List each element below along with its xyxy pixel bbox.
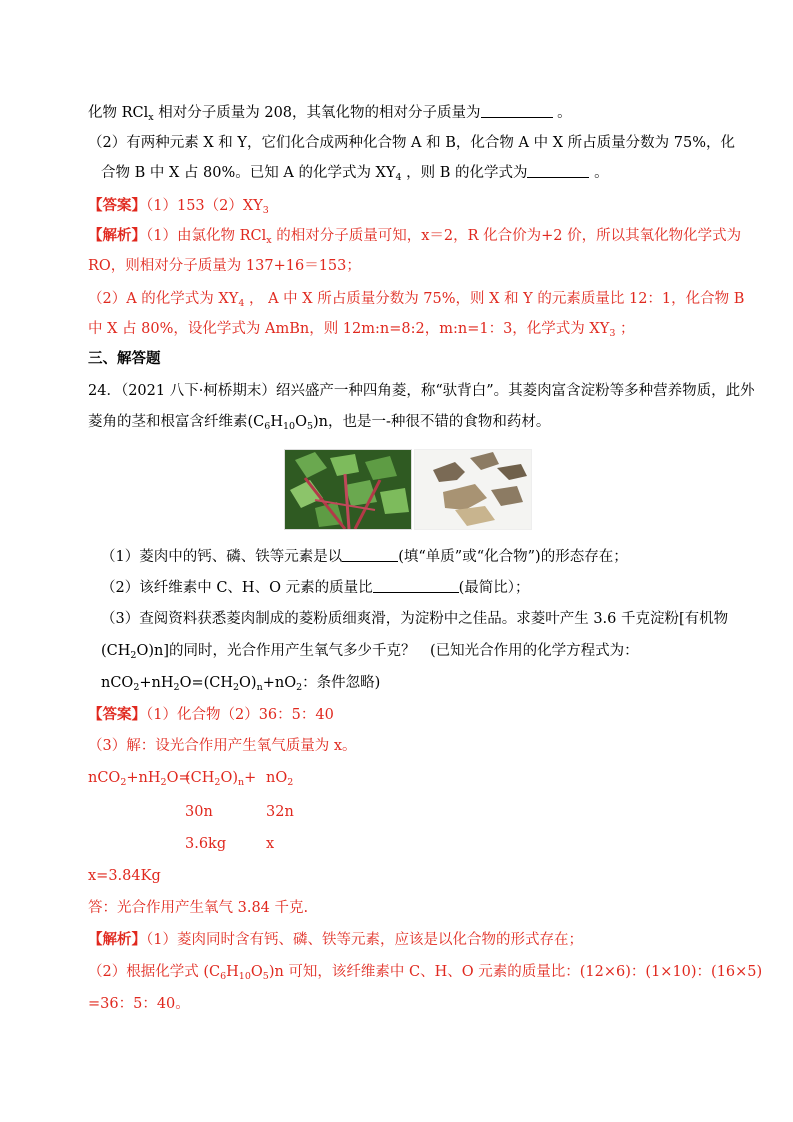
- q23-line1: 化物 RCl$_x$ 相对分子质量为 208，其氧化物的相对分子质量为 。: [88, 105, 572, 123]
- q24-analysis-line1: 【解析】（1）菱肉同时含有钙、磷、铁等元素，应该是以化合物的形式存在；: [88, 931, 583, 948]
- q23-analysis-line1: 【解析】（1）由氯化物 RCl$_x$ 的相对分子质量可知，x＝2，R 化合价为+2 价，所以其氧化物化学式为: [88, 227, 742, 246]
- answer-blank[interactable]: [527, 163, 589, 178]
- water-caltrop-plant-photo: [284, 449, 412, 530]
- water-caltrop-fruit-photo: [414, 449, 532, 530]
- result-line: x=3.84Kg: [88, 868, 161, 884]
- molar-mass-oxygen: 32n: [266, 804, 294, 820]
- q24-analysis-line2: （2）根据化学式 $(C_6H_{10}O_5)n$ 可知，该纤维素中 C、H、O 元素的质量比：(12×6)：(1×10)：(16×5): [88, 964, 763, 982]
- q23-part2-line1: （2）有两种元素 X 和 Y，它们化合成两种化合物 A 和 B，化合物 A 中 X 所占质量分数为 75%，化: [88, 135, 735, 151]
- q23-part2-line2: 合物 B 中 X 占 80%。已知 A 的化学式为 $XY_4$ ，则 B 的化学式为 。: [101, 165, 609, 183]
- q24-answer: 【答案】（1）化合物（2）36：5：40: [88, 706, 334, 723]
- q23-answer: 【答案】$(1)153(2)XY_3$: [88, 197, 269, 216]
- q24-sub3-line3: $nCO_2+nH_2O=(CH_2O)_n+nO_2$：条件忽略): [101, 675, 381, 693]
- q23-analysis-line4: 中 X 占 80%，设化学式为 AmBn，则 12m:n=8:2，m:n=1：3，化学式为 $XY_3$ ；: [88, 321, 635, 339]
- q24-line2: 菱角的茎和根富含纤维素$(C_6H_{10}O_5)n$，也是一-种很不错的食物和药材。: [88, 414, 551, 432]
- q24-sub3-line1: （3）查阅资料获悉菱肉制成的菱粉质细爽滑，为淀粉中之佳品。求菱叶产生 3.6 千克淀粉[有机物: [101, 611, 729, 627]
- value-oxygen: x: [266, 836, 275, 852]
- section-title: 三、解答题: [88, 350, 161, 367]
- equation-left: $nCO_2+nH_2O=$: [88, 770, 191, 788]
- equation-starch: $(CH_2O)_n+$: [185, 770, 257, 788]
- answer-blank[interactable]: [342, 547, 398, 562]
- equation-oxygen: $nO_2$: [266, 770, 294, 788]
- q24-sub1: （1）菱肉中的钙、磷、铁等元素是以 (填“单质”或“化合物”)的形态存在；: [101, 549, 628, 565]
- value-starch: 3.6kg: [185, 836, 227, 852]
- final-answer: 答：光合作用产生氧气 3.84 千克.: [88, 900, 309, 916]
- q24-line1: 24．（2021 八下·柯桥期末）绍兴盛产一种四角菱，称“驮背白”。其菱肉富含淀粉等多种营养物质，此外: [88, 383, 755, 399]
- answer-blank[interactable]: [373, 578, 459, 593]
- answer-blank[interactable]: [481, 103, 553, 118]
- q23-analysis-line3: （2）A 的化学式为 $XY_4$ ， A 中 X 所占质量分数为 75%，则 X 和 Y 的元素质量比 12：1，化合物 B: [88, 291, 745, 309]
- q24-answer-part3: （3）解：设光合作用产生氧气质量为 x。: [88, 738, 357, 754]
- q24-sub3-line2: $(CH_2O)n$]的同时，光合作用产生氧气多少千克？ (已知光合作用的化学方程式为：: [101, 643, 639, 661]
- q24-sub2: （2）该纤维素中 C、H、O 元素的质量比 (最简比）；: [101, 580, 530, 596]
- q24-analysis-line3: =36：5：40。: [88, 996, 190, 1012]
- molar-mass-starch: 30n: [185, 804, 213, 820]
- q23-analysis-line2: RO，则相对分子质量为 137+16＝153；: [88, 258, 361, 274]
